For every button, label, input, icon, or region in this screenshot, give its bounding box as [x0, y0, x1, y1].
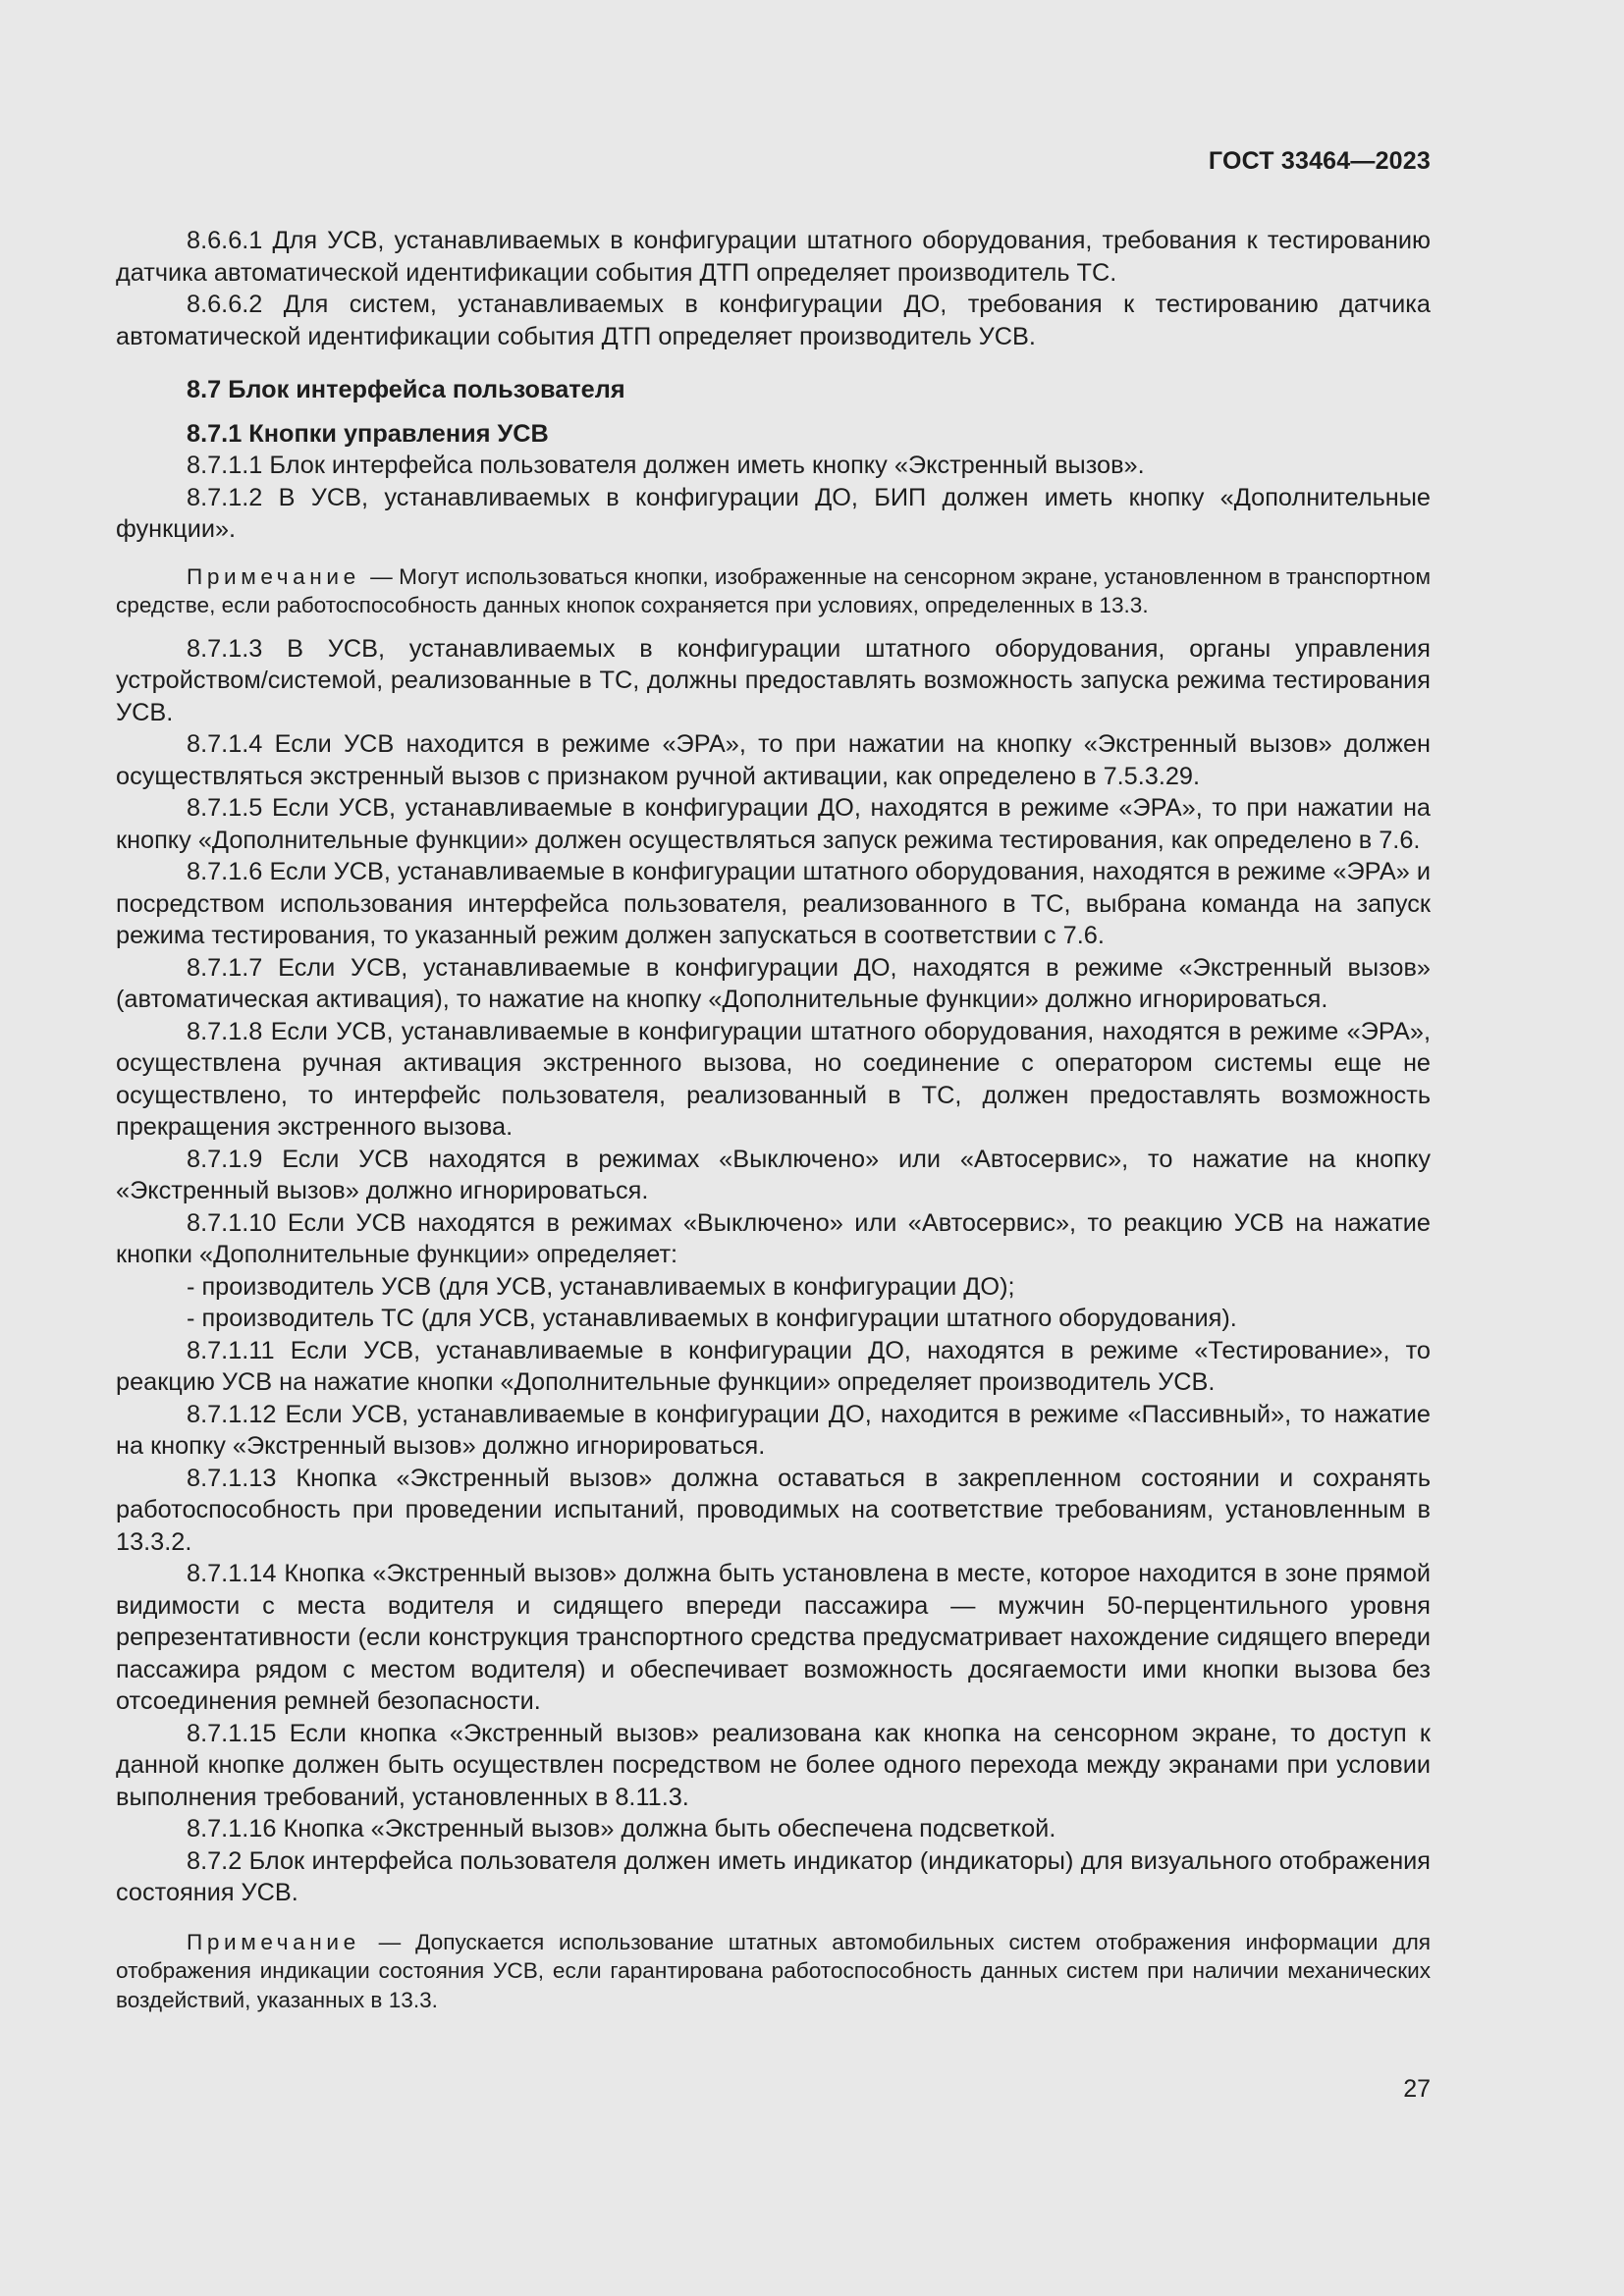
paragraph-8-6-6-2: 8.6.6.2 Для систем, устанавливаемых в конфигурации ДО, требования к тестированию датчика автоматической идентификации события ДТП определяет производитель УСВ. [116, 291, 1431, 350]
paragraph-8-7-1-6: 8.7.1.6 Если УСВ, устанавливаемые в конфигурации штатного оборудования, находятся в режиме «ЭРА» и посредством использования интерфейса пользователя, реализованного в ТС, выбрана команда на запуск режима тестирования, то указанный режим должен запускаться в соответствии с 7.6. [116, 858, 1431, 949]
subsection-heading-8-7-1: 8.7.1 Кнопки управления УСВ [187, 419, 549, 448]
paragraph-8-7-1-11: 8.7.1.11 Если УСВ, устанавливаемые в конфигурации ДО, находятся в режиме «Тестирование», то реакцию УСВ на нажатие кнопки «Дополнительные функции» определяет производитель УСВ. [116, 1336, 1431, 1396]
document-body [116, 225, 1431, 2014]
paragraph-8-7-1-10: 8.7.1.10 Если УСВ находятся в режимах «Выключено» или «Автосервис», то реакцию УСВ на нажатие кнопки «Дополнительные функции» определяет: [116, 1208, 1431, 1268]
list-item-manufacturer-usv: - производитель УСВ (для УСВ, устанавливаемых в конфигурации ДО); [187, 1272, 1015, 1301]
section-heading-8-7: 8.7 Блок интерфейса пользователя [187, 376, 625, 403]
page-number: 27 [1403, 2075, 1431, 2103]
note-1-text: — Могут использоваться кнопки, изображенные на сенсорном экране, установленном в транспортном средстве, если работоспособность данных кнопок сохраняется при условиях, определенных в 13.3. [116, 563, 1432, 617]
paragraph-8-7-1-3: 8.7.1.3 В УСВ, устанавливаемых в конфигурации штатного оборудования, органы управления устройством/системой, реализованные в ТС, должны предоставлять возможность запуска режима тестирования УСВ. [116, 634, 1431, 726]
note-2-text: — Допускается использование штатных автомобильных систем отображения информации для отображения индикации состояния УСВ, если гарантирована работоспособность данных систем при наличии механических воздействий, указанных в 13.3. [116, 1929, 1432, 2012]
note-2-label: Примечание [187, 1929, 360, 1954]
list-item-manufacturer-ts: - производитель ТС (для УСВ, устанавливаемых в конфигурации штатного оборудования). [187, 1305, 1237, 1332]
paragraph-8-7-2: 8.7.2 Блок интерфейса пользователя должен иметь индикатор (индикаторы) для визуального отображения состояния УСВ. [116, 1846, 1431, 1906]
paragraph-8-7-1-7: 8.7.1.7 Если УСВ, устанавливаемые в конфигурации ДО, находятся в режиме «Экстренный вызов» (автоматическая активация), то нажатие на кнопку «Дополнительные функции» должно игнорироваться. [116, 953, 1431, 1013]
paragraph-8-7-1-4: 8.7.1.4 Если УСВ находится в режиме «ЭРА», то при нажатии на кнопку «Экстренный вызов» должен осуществляться экстренный вызов с признаком ручной активации, как определено в 7.5.3.29. [116, 730, 1431, 790]
paragraph-8-7-1-9: 8.7.1.9 Если УСВ находятся в режимах «Выключено» или «Автосервис», то нажатие на кнопку «Экстренный вызов» должно игнорироваться. [116, 1145, 1431, 1204]
paragraph-8-7-1-14: 8.7.1.14 Кнопка «Экстренный вызов» должна быть установлена в месте, которое находится в зоне прямой видимости с места водителя и сидящего впереди пассажира — мужчин 50-перцентильного уровня репрезентативности (если конструкция транспортного средства предусматривает нахождение сидящего впереди пассажира рядом с местом водителя) и обеспечивает возможность досягаемости ими кнопки вызова без отсоединения ремней безопасности. [116, 1560, 1431, 1715]
paragraph-8-7-1-12: 8.7.1.12 Если УСВ, устанавливаемые в конфигурации ДО, находится в режиме «Пассивный», то нажатие на кнопку «Экстренный вызов» должно игнорироваться. [116, 1400, 1431, 1460]
paragraph-8-7-1-2: 8.7.1.2 В УСВ, устанавливаемых в конфигурации ДО, БИП должен иметь кнопку «Дополнительные функции». [116, 483, 1431, 543]
note-2 [116, 1928, 1431, 2015]
paragraph-8-7-1-5: 8.7.1.5 Если УСВ, устанавливаемые в конфигурации ДО, находятся в режиме «ЭРА», то при нажатии на кнопку «Дополнительные функции» должен осуществляться запуск режима тестирования, как определено в 7.6. [116, 794, 1431, 854]
paragraph-8-7-1-16: 8.7.1.16 Кнопка «Экстренный вызов» должна быть обеспечена подсветкой. [187, 1815, 1056, 1842]
paragraph-8-7-1-15: 8.7.1.15 Если кнопка «Экстренный вызов» реализована как кнопка на сенсорном экране, то доступ к данной кнопке должен быть осуществлен посредством не более одного перехода между экранами при условии выполнения требований, установленных в 8.11.3. [116, 1719, 1431, 1811]
paragraph-8-6-6-1: 8.6.6.1 Для УСВ, устанавливаемых в конфигурации штатного оборудования, требования к тестированию датчика автоматической идентификации события ДТП определяет производитель ТС. [116, 227, 1431, 287]
paragraph-8-7-1-13: 8.7.1.13 Кнопка «Экстренный вызов» должна оставаться в закрепленном состоянии и сохранять работоспособность при проведении испытаний, проводимых на соответствие требованиям, установленным в 13.3.2. [116, 1464, 1431, 1556]
note-1-label: Примечание [187, 563, 360, 589]
paragraph-8-7-1-1: 8.7.1.1 Блок интерфейса пользователя должен иметь кнопку «Экстренный вызов». [187, 452, 1145, 479]
note-1 [116, 562, 1431, 620]
paragraph-8-7-1-8: 8.7.1.8 Если УСВ, устанавливаемые в конфигурации штатного оборудования, находятся в режиме «ЭРА», осуществлена ручная активация экстренного вызова, но соединение с оператором системы еще не осуществлено, то интерфейс пользователя, реализованный в ТС, должен предоставлять возможность прекращения экстренного вызова. [116, 1017, 1431, 1141]
standard-designation: ГОСТ 33464—2023 [1208, 147, 1431, 175]
